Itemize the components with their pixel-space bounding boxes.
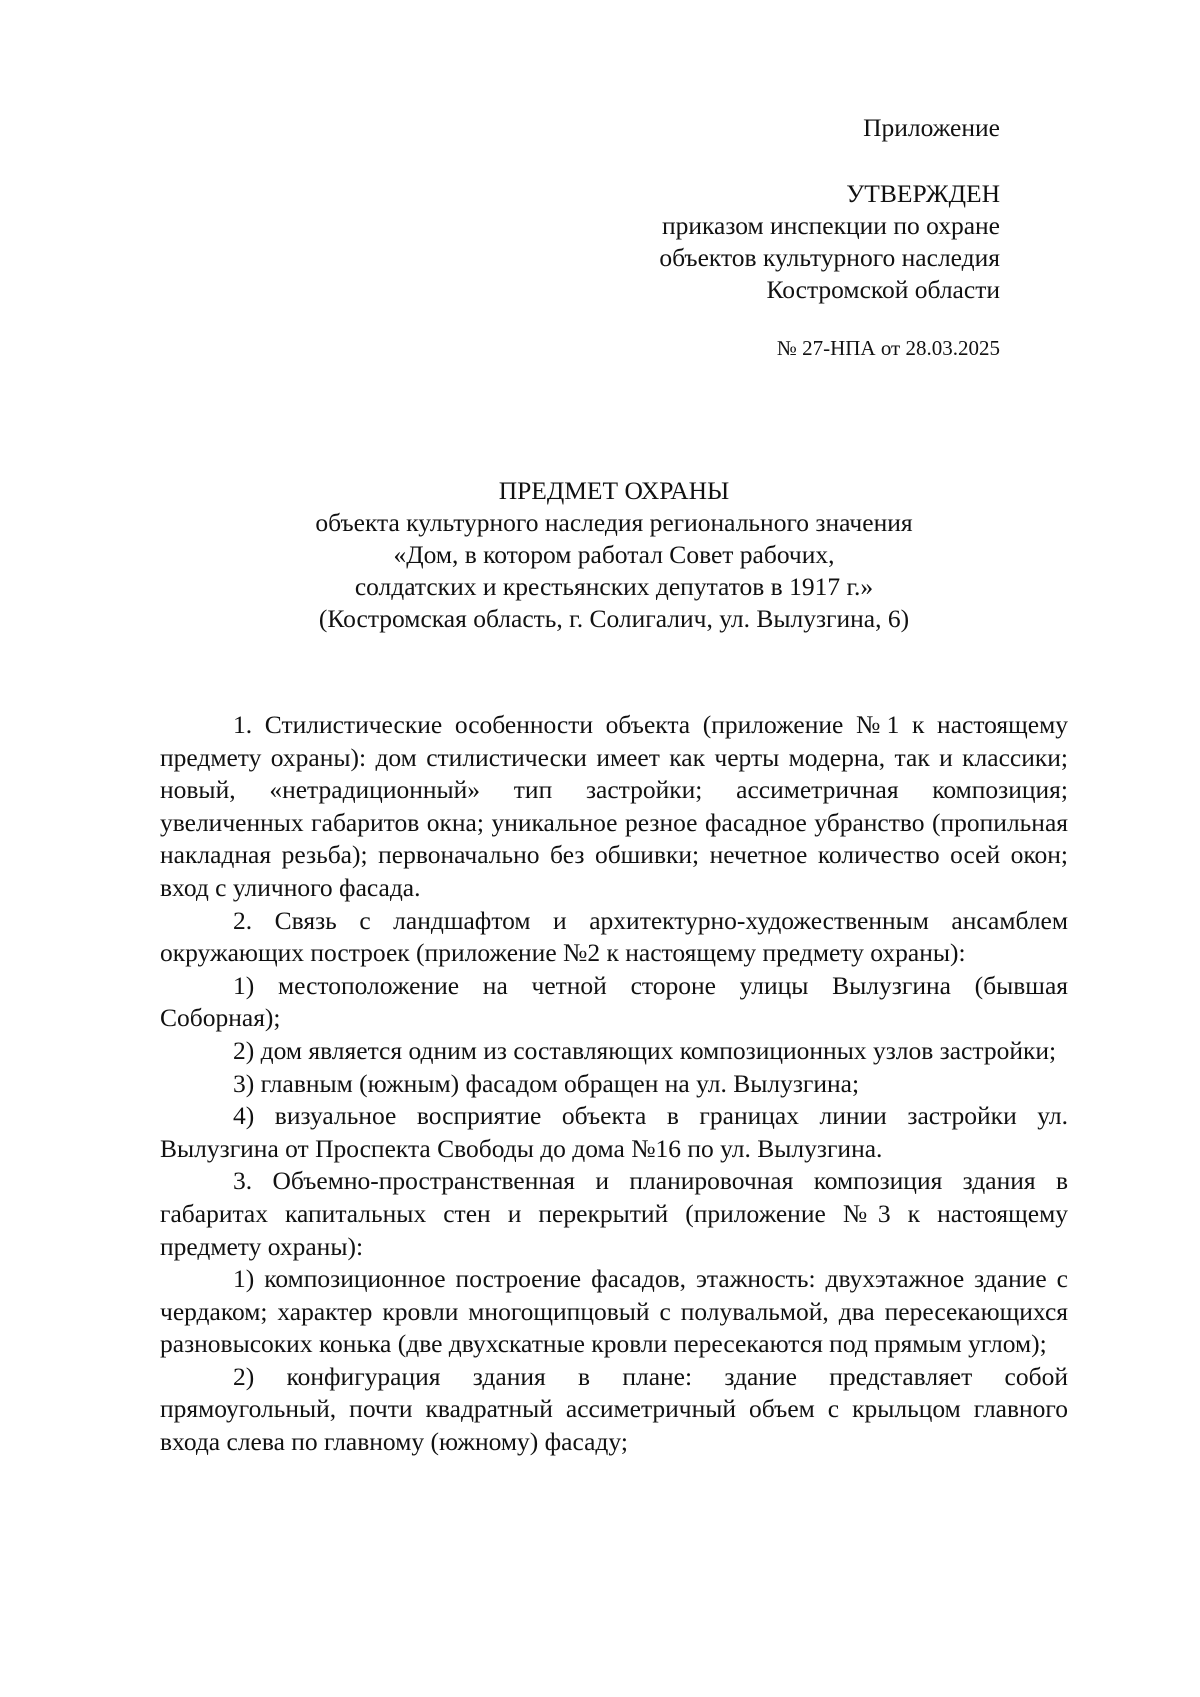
title-line: «Дом, в котором работал Совет рабочих,: [393, 540, 835, 569]
approved-line: Костромской области: [766, 275, 1000, 304]
order-number: № 27-НПА от 28.03.2025: [776, 336, 1000, 360]
body-paragraph: 1) композиционное построение фасадов, этажность: двухэтажное здание с чердаком; характер кровли многощипцовый с полувальмой, два пересекающихся разновысоких конька (две двухскатные кровли пересекаются под прямым углом);: [160, 1264, 1068, 1359]
document-title: [160, 475, 1068, 635]
title-line: солдатских и крестьянских депутатов в 1917 г.»: [354, 572, 874, 601]
title-heading: ПРЕДМЕТ ОХРАНЫ: [498, 476, 730, 505]
body-paragraph: 2. Связь с ландшафтом и архитектурно-художественным ансамблем окружающих построек (приложение №2 к настоящему предмету охраны):: [160, 905, 1068, 968]
document-body: [160, 709, 1068, 1459]
body-paragraph: 3) главным (южным) фасадом обращен на ул. Вылузгина;: [233, 1068, 860, 1098]
approval-header: [659, 112, 1000, 362]
title-line: объекта культурного наследия регионального значения: [315, 508, 913, 537]
body-paragraph: 2) дом является одним из составляющих композиционных узлов застройки;: [233, 1035, 1057, 1065]
body-paragraph: 4) визуальное восприятие объекта в границах линии застройки ул. Вылузгина от Проспекта Свободы до дома №16 по ул. Вылузгина.: [160, 1101, 1068, 1163]
title-line: (Костромская область, г. Солигалич, ул. Вылузгина, 6): [318, 604, 910, 633]
approved-label: УТВЕРЖДЕН: [846, 179, 1000, 208]
approved-line: объектов культурного наследия: [659, 243, 1000, 272]
appendix-label: Приложение: [863, 113, 1000, 142]
body-paragraph: 3. Объемно-пространственная и планировочная композиция здания в габаритах капитальных стен и перекрытий (приложение №3 к настоящему предмету охраны):: [160, 1166, 1068, 1261]
body-paragraph: 1) местоположение на четной стороне улицы Вылузгина (бывшая Соборная);: [160, 970, 1068, 1033]
approved-line: приказом инспекции по охране: [661, 211, 1000, 240]
body-paragraph: 1. Стилистические особенности объекта (приложение №1 к настоящему предмету охраны): дом стилистически имеет как черты модерна, так и классики; новый, «нетрадиционный» тип застройки; ассиметричная композиция; увеличенных габаритов окна; уникальное резное фасадное убранство (пропильная накладная резьба); первоначально без обшивки; нечетное количество осей окон; вход с уличного фасада.: [160, 710, 1068, 902]
body-paragraph: 2) конфигурация здания в плане: здание представляет собой прямоугольный, почти квадратный ассиметричный объем с крыльцом главного входа слева по главному (южному) фасаду;: [160, 1361, 1068, 1457]
